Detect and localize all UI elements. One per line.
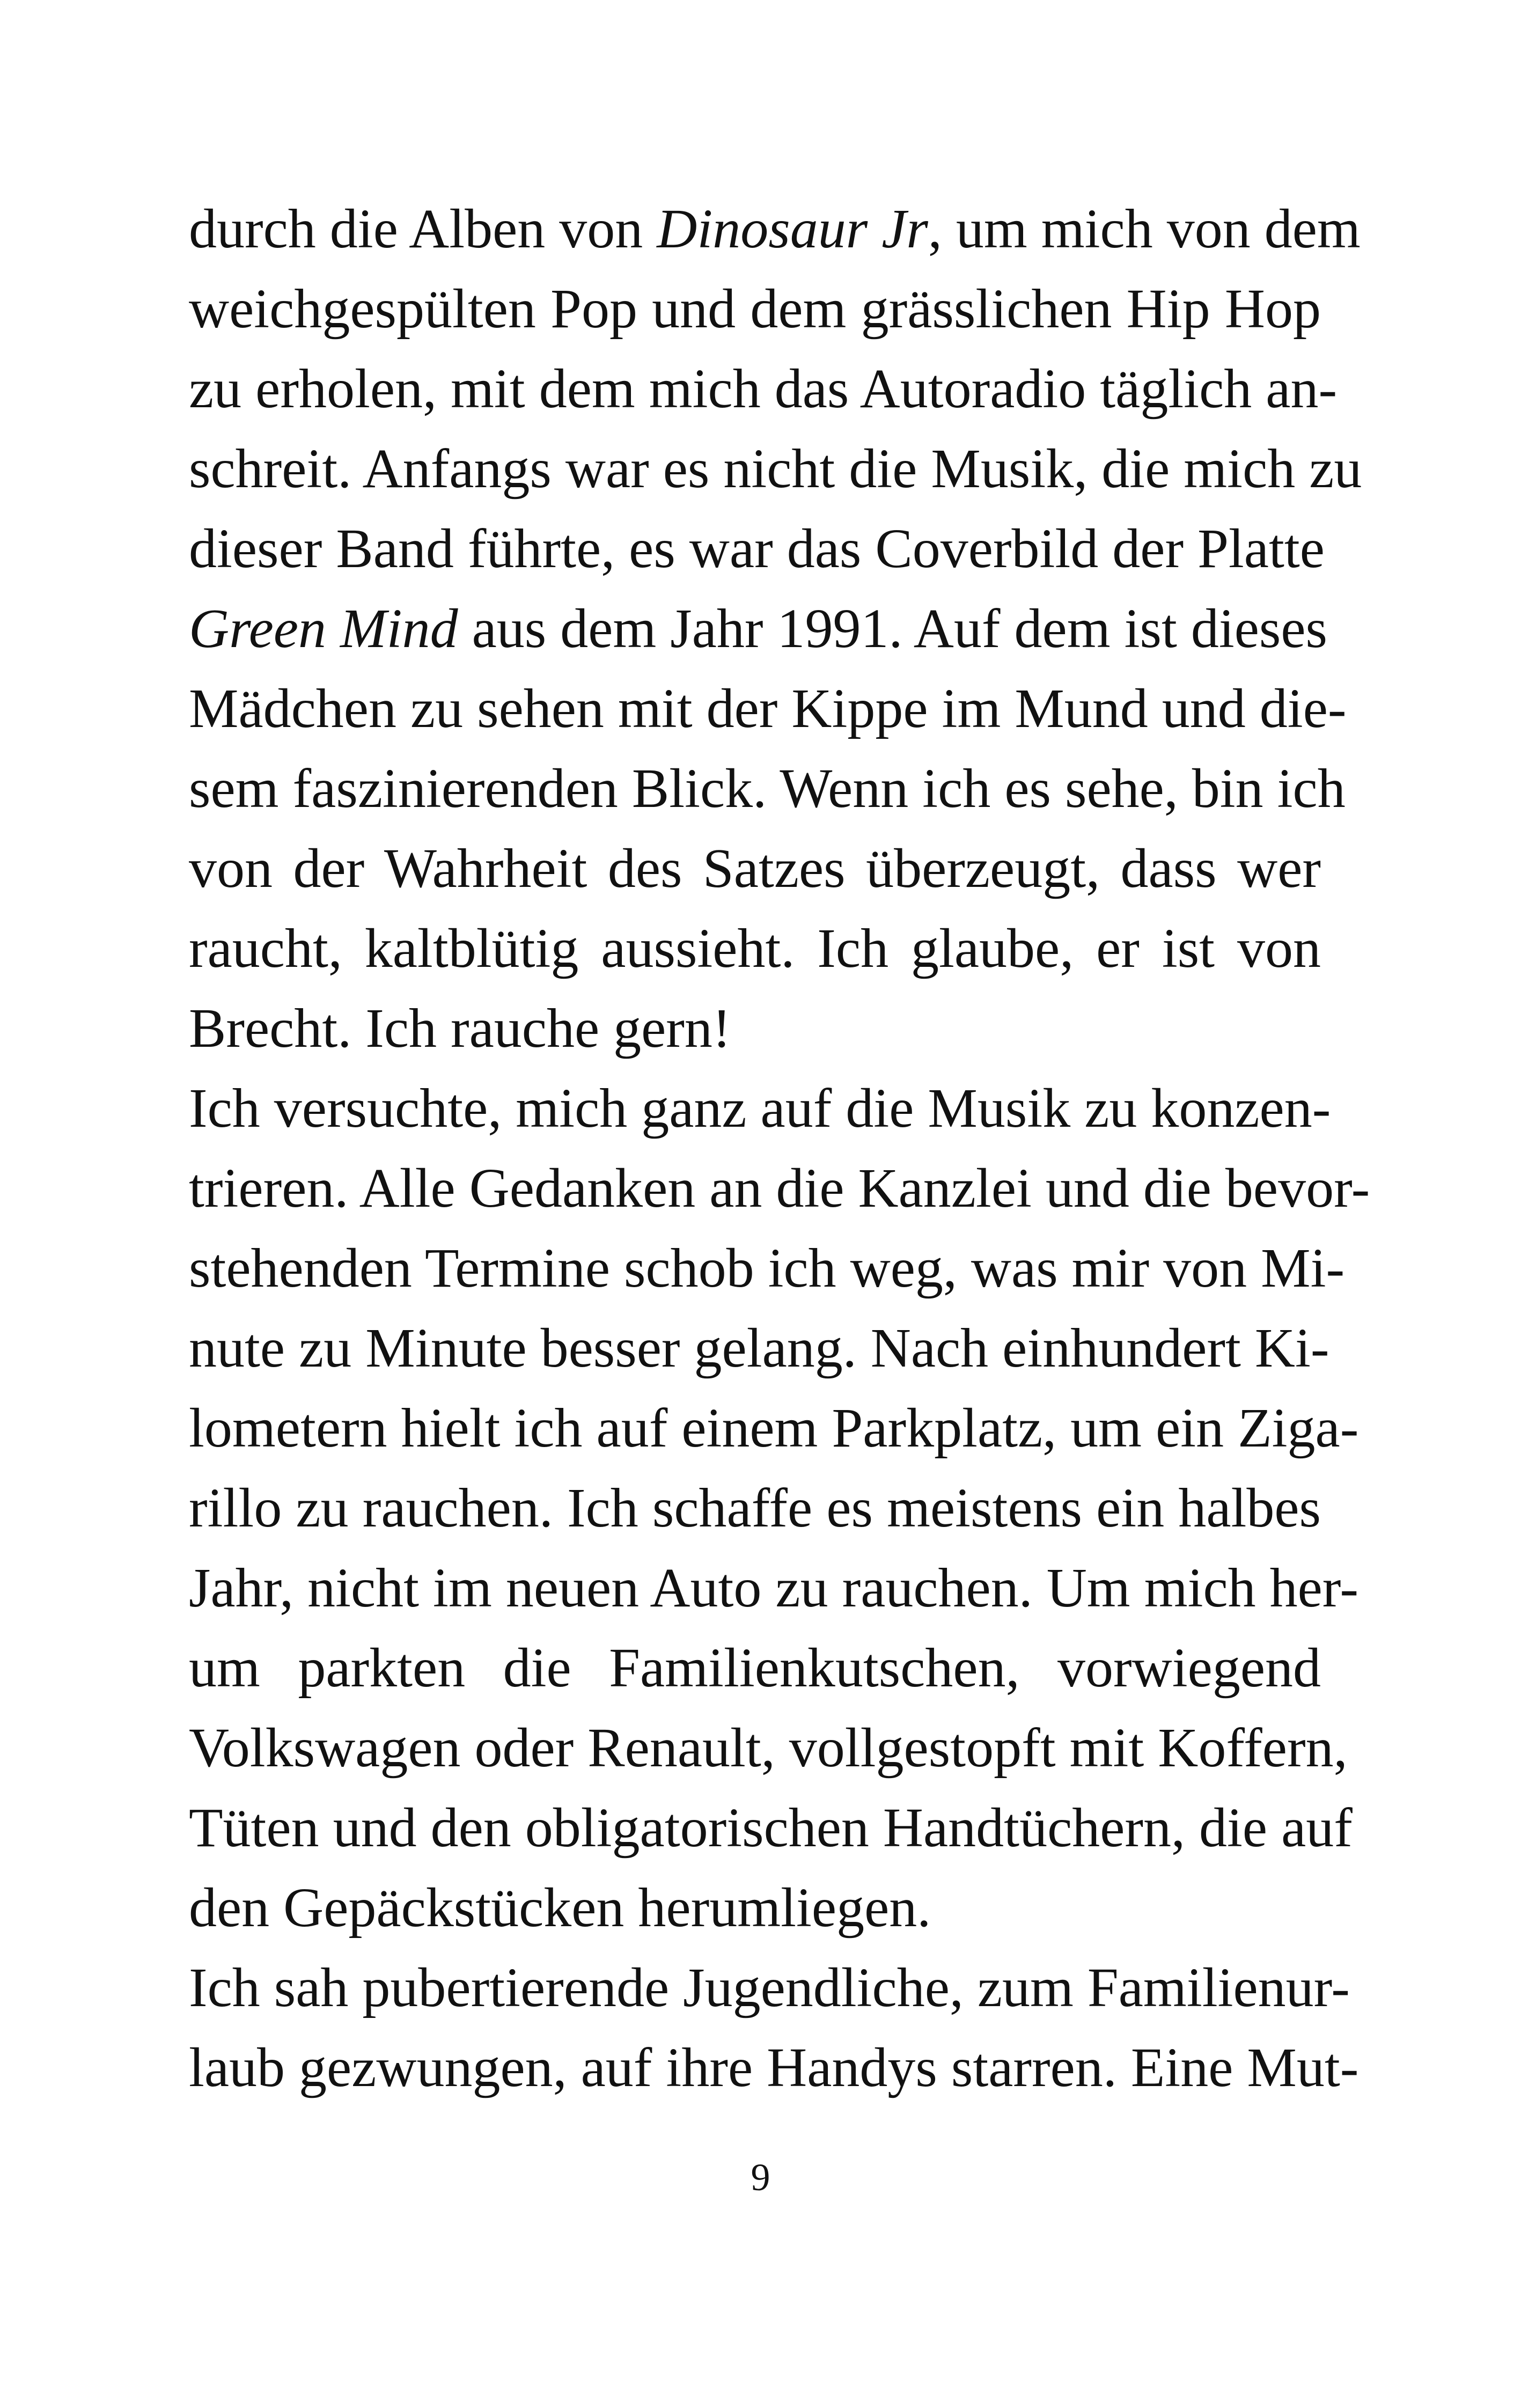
text-line: Jahr, nicht im neuen Auto zu rauchen. Um mich her- [189, 1557, 1358, 1619]
text-line: lometern hielt ich auf einem Parkplatz, um ein Ziga- [189, 1397, 1359, 1459]
text-line: Ich versuchte, mich ganz auf die Musik zu konzen- [189, 1077, 1331, 1139]
text-line: dieser Band führte, es war das Coverbild der Platte [189, 518, 1325, 579]
text-line: schreit. Anfangs war es nicht die Musik, die mich zu [189, 438, 1362, 500]
text-line: von der Wahrheit des Satzes überzeugt, dass wer [189, 838, 1321, 899]
text-line: stehenden Termine schob ich weg, was mir von Mi- [189, 1237, 1345, 1299]
text-line: Tüten und den obligatorischen Handtüchern, die auf [189, 1797, 1353, 1859]
paragraph-end-line: Brecht. Ich rauche gern! [189, 997, 731, 1059]
text-line: Mädchen zu sehen mit der Kippe im Mund und die- [189, 678, 1347, 739]
body-text [189, 189, 1370, 2108]
text-line: weichgespülten Pop und dem grässlichen Hip Hop [189, 278, 1321, 340]
text-line: laub gezwungen, auf ihre Handys starren. Eine Mut- [189, 2037, 1359, 2098]
text-line: trieren. Alle Gedanken an die Kanzlei und die bevor- [189, 1157, 1370, 1219]
text-line: durch die Alben von Dinosaur Jr, um mich von dem [189, 198, 1361, 260]
text-line: nute zu Minute besser gelang. Nach einhundert Ki- [189, 1317, 1329, 1379]
page-number: 9 [751, 2156, 770, 2199]
album-title: Dinosaur Jr [657, 198, 928, 260]
paragraph-end-line: den Gepäckstücken herumliegen. [189, 1877, 931, 1939]
text-line: um parkten die Familienkutschen, vorwiegend [189, 1637, 1321, 1699]
text-line: Ich sah pubertierende Jugendliche, zum Familienur- [189, 1957, 1350, 2018]
text-line: Volkswagen oder Renault, vollgestopft mit Koffern, [189, 1717, 1348, 1779]
text-line: rillo zu rauchen. Ich schaffe es meistens ein halbes [189, 1477, 1321, 1539]
text-line: raucht, kaltblütig aussieht. Ich glaube, er ist von [189, 917, 1321, 979]
text-line: Green Mind aus dem Jahr 1991. Auf dem ist dieses [189, 598, 1328, 659]
text-line: zu erholen, mit dem mich das Autoradio täglich an- [189, 358, 1338, 420]
text-line: sem faszinierenden Blick. Wenn ich es sehe, bin ich [189, 758, 1346, 819]
album-title: Green Mind [189, 598, 458, 659]
